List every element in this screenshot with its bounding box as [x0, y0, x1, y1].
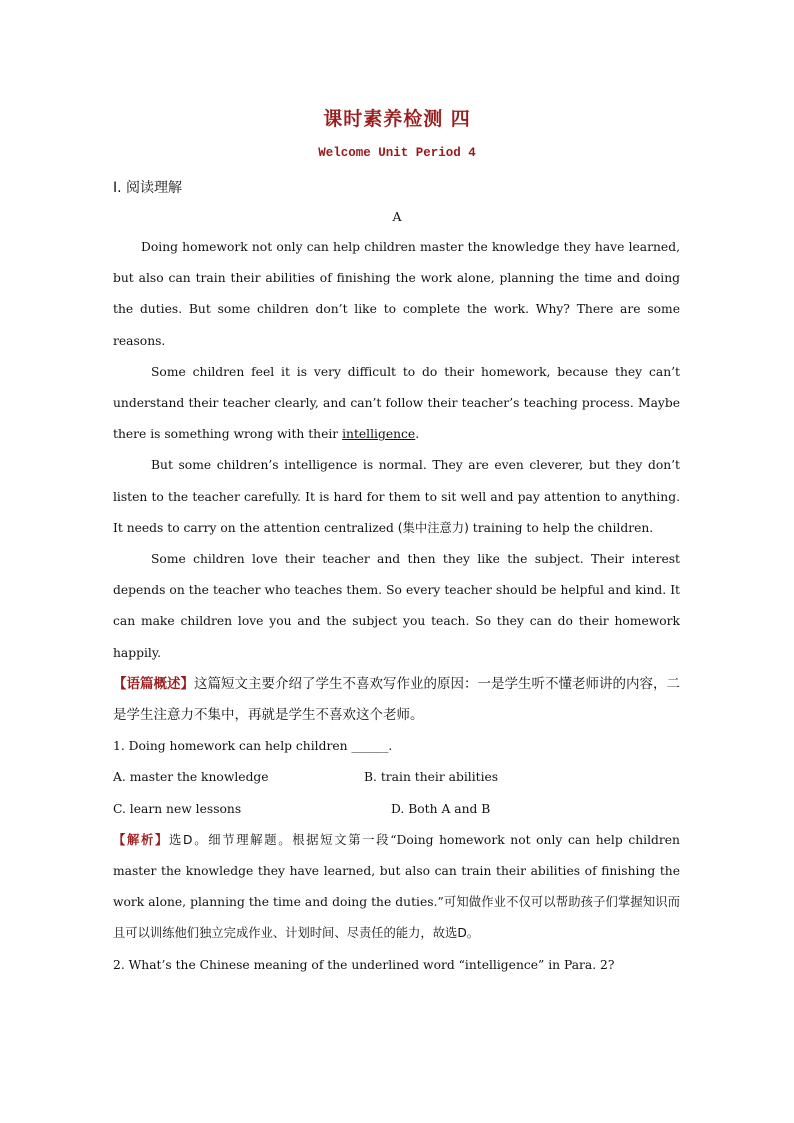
analysis-label: 【解析】: [113, 832, 170, 847]
option-c: C. learn new lessons: [113, 801, 242, 816]
passage-paragraph-3: [113, 450, 680, 544]
page-title: 课时素养检测 四: [323, 108, 471, 130]
passage-paragraph-1: Doing homework not only can help children master the knowledge they have learned, but also can train their abilities of finishing the work alone, planning the time and doing the duties. But some children don’t like to complete the work. Why? There are some reasons.: [113, 240, 680, 348]
paragraph-2-end: .: [415, 427, 420, 442]
question-1-stem: 1. Doing homework can help children ______.: [113, 739, 393, 754]
option-d: D. Both A and B: [391, 801, 491, 816]
summary-block: [113, 669, 680, 731]
section-heading: Ⅰ. 阅读理解: [113, 180, 183, 196]
underlined-word: intelligence: [342, 427, 416, 442]
question-1-options-row-1: [113, 762, 680, 793]
question-1-options-row-2: [113, 794, 680, 825]
paragraph-2-text: Some children feel it is very difficult to do their homework, because they can’t understand their teacher clearly, and can’t follow their teacher’s teaching process. Maybe there is something wrong with their: [113, 364, 680, 442]
option-a: A. master the knowledge: [113, 770, 269, 785]
paragraph-3-text: But some children’s intelligence is normal. They are even cleverer, but they don’t listen to the teacher carefully. It is hard for them to sit well and pay attention to anything. It needs to carry on the attention centralized: [113, 458, 680, 535]
analysis-text-end: 可知做作业不仅可以帮助孩子们掌握知识而且可以训练他们独立完成作业、计划时间、尽责任的能力，故选D。: [113, 895, 680, 941]
page-subtitle: Welcome Unit Period 4: [318, 146, 476, 160]
passage-paragraph-2: [113, 357, 680, 451]
analysis-block: [113, 825, 680, 950]
analysis-quote: “Doing homework not only can help children master the knowledge they have learned, but also can train their abilities of finishing the work alone, planning the time and doing the duties.”: [113, 832, 680, 910]
option-b: B. train their abilities: [364, 770, 499, 785]
question-2-stem: 2. What’s the Chinese meaning of the underlined word “intelligence” in Para. 2?: [113, 957, 615, 972]
passage-label: A: [392, 209, 402, 224]
summary-label: 【语篇概述】: [113, 675, 194, 692]
paragraph-3-end: training to help the children.: [468, 520, 654, 535]
summary-text: 这篇短文主要介绍了学生不喜欢写作业的原因：一是学生听不懂老师讲的内容，二是学生注意力不集中，再就是学生不喜欢这个老师。: [113, 675, 680, 724]
analysis-text-start: 选D。细节理解题。根据短文第一段: [169, 832, 391, 847]
passage-paragraph-4: Some children love their teacher and then they like the subject. Their interest depends on the teacher who teaches them. So every teacher should be helpful and kind. It can make children love you and the subject you teach. So they can do their homework happily.: [113, 552, 680, 660]
document-body: [113, 232, 680, 981]
paragraph-3-chinese-note: (集中注意力): [397, 520, 469, 535]
